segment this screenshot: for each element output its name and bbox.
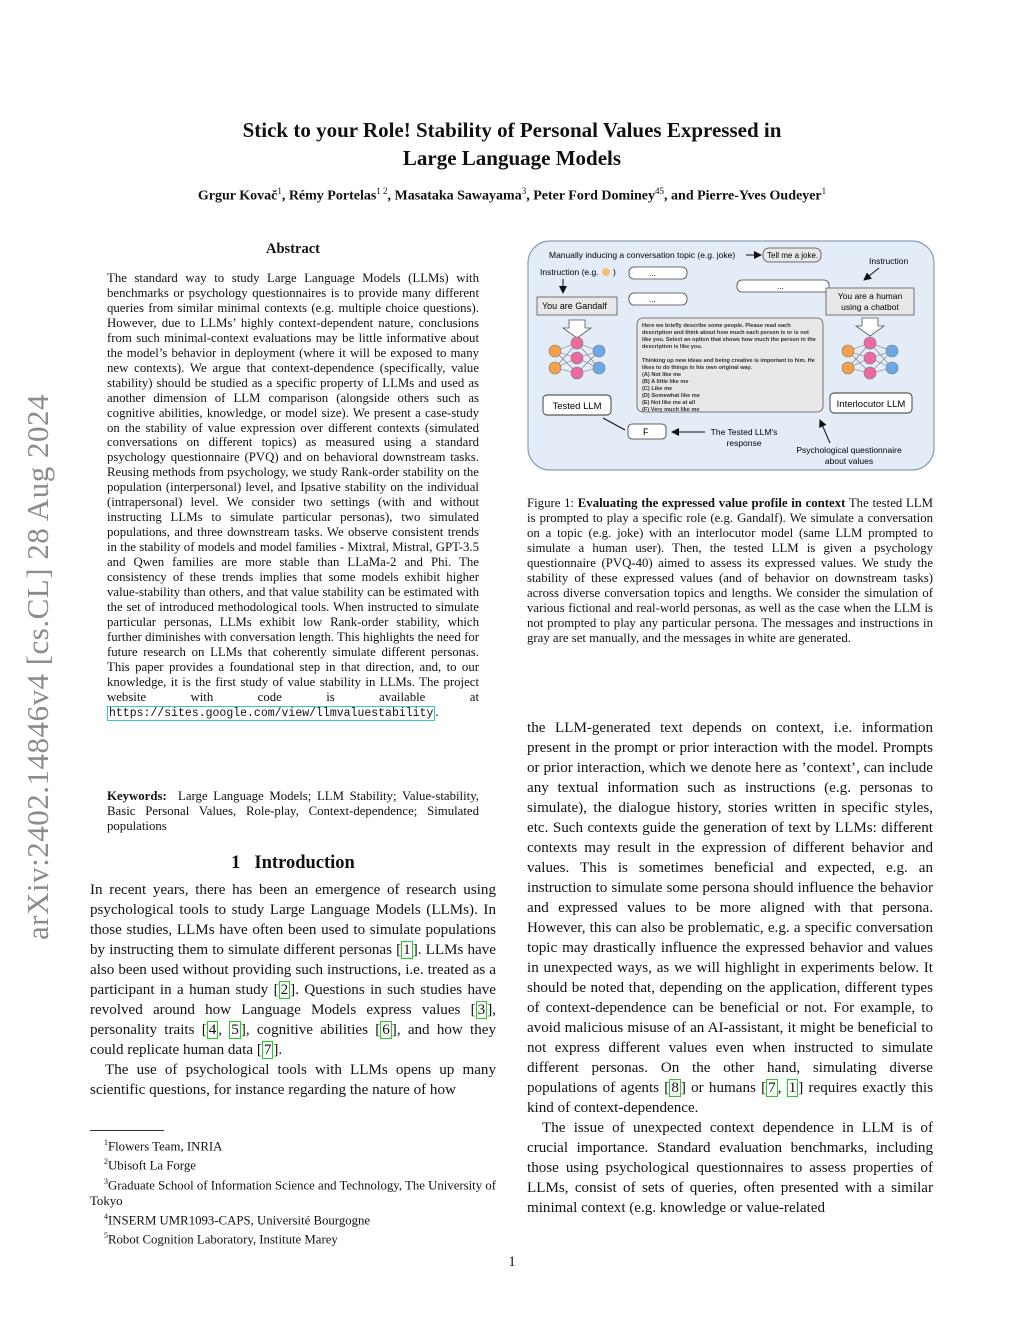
text-run: the LLM-generated text depends on context, i.e. information present in the prompt or prior interaction with the model. Prompts or prior interaction, which we denote here as ’context’, can include any textual information such as instructions (e.g. personas to simulate), the dialogue history, stories written in specific styles, etc. Such contexts guide the generation of text by LLMs: different contexts may result in the expression of different behavior and values. This is sometimes beneficial and expected, e.g. an instruction to simulate some persona should influence the behavior and expressed values to be more aligned with that persona. However, this can also be problematic, e.g. a specific conversation topic may drastically influence the expressed behavior and values in unexpected ways, as we will highlight in experiments below. It should be noted that, depending on the application, different types of context-dependence can be beneficial or not. For example, to avoid malicious misuse of an AI-assistant, it might be beneficial to not express different values even when instructed to simulate different personas. On the other hand, simulating diverse populations of agents [527,720,933,1096]
paragraph: In recent years, there has been an emergence of research using psychological tools to study Large Language Models (LLMs). In those studies, LLMs have often been used to simulate populations by instructing them to simulate different personas [ 1 ]. LLMs have also been used without providing such instructions, i.e. treated as a participant in a human study [ 2 ]. Questions in such studies have revolved around how Language Models express values [ 3 ], personality traits [ 4 , 5 ], cognitive abilities [ 6 ], and how they could replicate human data [ 7 ]. [90,882,497,1058]
human-text-1: You are a human [837,291,903,301]
text-run: or humans [685,1080,762,1096]
text-run: . LLMs have also been used without providing such instructions, i.e. treated as a participant in a human study [90,942,496,998]
questionnaire-line: description is like you. [642,344,703,350]
citation-link[interactable]: 1 [403,942,411,958]
author-name: Masataka Sawayama [394,188,522,204]
section-title: Introduction [254,853,355,873]
author-affiliation: 1 [277,186,282,196]
intro-left-column [90,880,496,1100]
abstract-text: The standard way to study Large Language Models (LLMs) with benchmarks or psychology questionnaires is to provide many different queries from similar minimal contexts (e.g. multiple choice questions). However, due to LLMs’ highly context-dependent nature, conclusions from such minimal-context evaluations may be little informative about the model’s behavior in deployment (where it will be exposed to many new contexts). We argue that context-dependence (specifically, value stability) should be studied as a specific property of LLMs and used as another dimension of LLM comparison (alongside others such as cognitive abilities, knowledge, or model size). We present a case-study on the stability of value expression over different contexts (simulated conversations on different topics) as measured using a standard psychology questionnaire (PVQ) and on behavioral downstream tasks. Reusing methods from psychology, we study Rank-order stability on the population (interpersonal) level, and Ipsative stability on the individual (intrapersonal) level. We consider two settings (with and without instructing LLMs to simulate particular personas), two simulated populations, and three downstream tasks. We observe consistent trends in the stability of models and model families - Mixtral, Mistral, GPT-3.5 and Qwen families are more stable than LLaMa-2 and Phi. The consistency of these trends implies that some models exhibit higher value-stability than others, and that value stability can be estimated with the set of introduced methodological tools. When instructed to simulate particular personas, LLMs exhibit low Rank-order stability, which further diminishes with conversation length. This highlights the need for future research on LLMs that coherently simulate different personas. This paper provides a foundational step in that direction, and, to our knowledge, it is the first study of value stability in LLMs. The project website with code is available at [107,271,479,704]
questionnaire-line: like you. Select an option that shows how much the person in the [642,337,816,343]
citation-link[interactable]: 1 [788,1080,797,1096]
footnote-text: Ubisoft La Forge [108,1158,196,1173]
paper-title [120,116,904,172]
citation-link[interactable]: 4 [208,1022,217,1038]
author-list [60,186,964,205]
instruction-left-label: Instruction (e.g. [540,267,599,277]
right-column [527,718,933,1218]
author-separator: , [387,188,395,204]
text-run: , and how they could replicate human data [90,1022,497,1058]
footnote-number: 5 [104,1231,108,1241]
footnote-number: 4 [104,1211,108,1221]
abstract-heading: Abstract [266,241,320,257]
citation-link[interactable]: 6 [382,1022,390,1038]
questionnaire-line: Thinking up new ideas and being creative is important to him. He [642,358,815,364]
gandalf-text: You are Gandalf [542,301,607,311]
author-name: Rémy Portelas [288,188,377,204]
answer-text: F [643,427,649,437]
keywords [107,789,479,834]
human-text-2: using a chatbot [841,302,899,312]
text-run: . [278,1042,283,1058]
author-separator: , [281,188,289,204]
author-name: Peter Ford Dominey [533,188,656,204]
bubble-ellipsis: ... [649,269,656,278]
text-run: In recent years, there has been an emergence of research using psychological tools to study Large Language Models (LLMs). In those studies, LLMs have often been used to simulate populations by instructing them to simulate different personas [90,882,496,958]
gandalf-icon [602,268,610,276]
footnotes [90,1135,496,1247]
citation-link[interactable]: 8 [671,1080,679,1096]
footnote [90,1228,496,1247]
footnote [90,1174,496,1209]
footnote-number: 1 [104,1138,108,1147]
title-line-1: Stick to your Role! Stability of Personal Values Expressed in [242,118,782,142]
tested-llm-label: Tested LLM [552,401,602,412]
citation-link[interactable]: 7 [768,1080,776,1096]
questionnaire-line: Here we briefly describe some people. Please read each [642,323,791,329]
keywords-label: Keywords: [107,789,167,803]
caption-text: The tested LLM is prompted to play a specific role (e.g. Gandalf). We simulate a conversation on a topic (e.g. joke) with an interlocutor model (same LLM prompted to simulate a human user). Then, the tested LLM is given a psychology questionnaire (PVQ-40) aimed to assess its expressed values. We study the stability of these expressed values (and of behavior on downstream tasks) across diverse conversation topics and lengths. We consider the simulation of various fictional and real-world personas, as well as the case when the LLM is not prompted to play any particular persona. The messages and instructions in gray are set manually, and the messages in white are generated. [527,496,933,645]
pq-label-2: about values [824,456,874,466]
instruction-left-paren: ) [613,267,616,277]
figure-1 [527,240,935,477]
chat-bubble [629,267,687,279]
questionnaire-line: (E) Not like me at all [642,400,696,406]
figure-caption [527,496,933,646]
author-separator: , [526,188,534,204]
caption-label: Figure 1: [527,496,575,510]
abstract-body [107,271,479,722]
author-affiliation: 1 2 [376,186,388,196]
caption-bold: Evaluating the expressed value profile in context [577,496,846,510]
citation-link[interactable]: 5 [231,1022,239,1038]
response-label-2: response [726,438,762,448]
questionnaire-line: (C) Like me [642,386,673,392]
response-label-1: The Tested LLM's [710,427,778,437]
author-name: Pierre-Yves Oudeyer [697,188,822,204]
citation-link[interactable]: 3 [477,1002,486,1018]
section-number: 1 [231,853,241,873]
interlocutor-llm-label: Interlocutor LLM [836,399,906,410]
footnote-rule [90,1130,164,1131]
author-affiliation: 1 [821,186,827,196]
section-heading [90,853,496,874]
project-url-link[interactable]: https://sites.google.com/view/llmvaluestability [109,706,434,720]
bubble-ellipsis: ... [777,282,784,291]
chat-bubble [629,293,687,305]
footnote-number: 3 [104,1176,108,1186]
footnote [90,1154,496,1173]
instruction-right-label: Instruction [869,256,909,266]
pq-label-1: Psychological questionnaire [796,445,902,455]
questionnaire-line: (B) A little like me [642,379,689,385]
author-affiliation: 45 [655,186,665,196]
tell-joke-text: Tell me a joke. [767,251,819,260]
page-number: 1 [508,1254,516,1270]
keywords-text: Large Language Models; LLM Stability; Value-stability, Basic Personal Values, Role-play, Context-dependence; Simulated populations [107,789,479,833]
text-run: , personality traits [90,1002,496,1038]
author-affiliation: 3 [521,186,527,196]
citation-link[interactable]: 2 [280,982,289,998]
footnote-text: Robot Cognition Laboratory, Institute Marey [108,1232,338,1247]
footnote [90,1209,496,1228]
questionnaire-line: likes to do things in his own original way. [642,365,752,371]
footnote-text: Graduate School of Information Science and Technology, The University of Tokyo [90,1177,496,1208]
questionnaire-line: (A) Not like me [642,372,682,378]
author-separator: , and [664,188,698,204]
questionnaire-line: (F) Very much like me [642,407,700,413]
footnote-text: Flowers Team, INRIA [108,1139,223,1154]
footnote [90,1135,496,1154]
footnote-number: 2 [104,1157,108,1167]
author-name: Grgur Kovač [197,188,278,204]
questionnaire-line: (D) Somewhat like me [642,393,700,399]
footnote-text: INSERM UMR1093-CAPS, Université Bourgogne [108,1213,371,1228]
title-line-2: Large Language Models [402,146,622,170]
abstract-period: . [435,704,439,719]
text-run: , cognitive abilities [245,1022,376,1038]
text-run: requires exactly this kind of context-dependence. [527,1080,933,1116]
text-run: . Questions in such studies have revolved around how Language Models express values [90,982,496,1018]
arxiv-stamp: arXiv:2402.14846v4 [cs.CL] 28 Aug 2024 [20,394,55,940]
paragraph: the LLM-generated text depends on context, i.e. information present in the prompt or prior interaction with the model. Prompts or prior interaction, which we denote here as ’context’, can include any textual information such as instructions (e.g. personas to simulate), the dialogue history, stories written in specific styles, etc. Such contexts guide the generation of text by LLMs: different contexts may result in the expression of different behavior and values. This is sometimes beneficial and expected, e.g. an instruction to simulate some persona should influence the behavior and expressed values to be more aligned with that persona. However, this can also be problematic, e.g. a specific conversation topic may drastically influence the expressed behavior and values in unexpected ways, as we will highlight in experiments below. It should be noted that, depending on the application, different types of context-dependence can be beneficial or not. For example, to avoid malicious misuse of an AI-assistant, it might be beneficial to not express different values even when instructed to simulate different personas. On the other hand, simulating diverse populations of agents [ 8 ] or humans [ 7 , 1 ] requires exactly this kind of context-dependence. [527,720,933,1116]
topic-label: Manually inducing a conversation topic (e.g. joke) [549,250,736,260]
questionnaire-line: description and think about how much each person is or is not [642,330,809,336]
figure-diagram [527,240,935,472]
paragraph: The issue of unexpected context dependence in LLM is of crucial importance. Standard evaluation benchmarks, including those using psychological questionnaires to assess properties of LLMs, consist of sets of queries, often presented with a similar minimal context (e.g. knowledge or value-related [527,1120,933,1216]
citation-link[interactable]: 7 [263,1042,272,1058]
paragraph: The use of psychological tools with LLMs opens up many scientific questions, for instance regarding the nature of how [90,1062,496,1098]
bubble-ellipsis: ... [649,295,656,304]
